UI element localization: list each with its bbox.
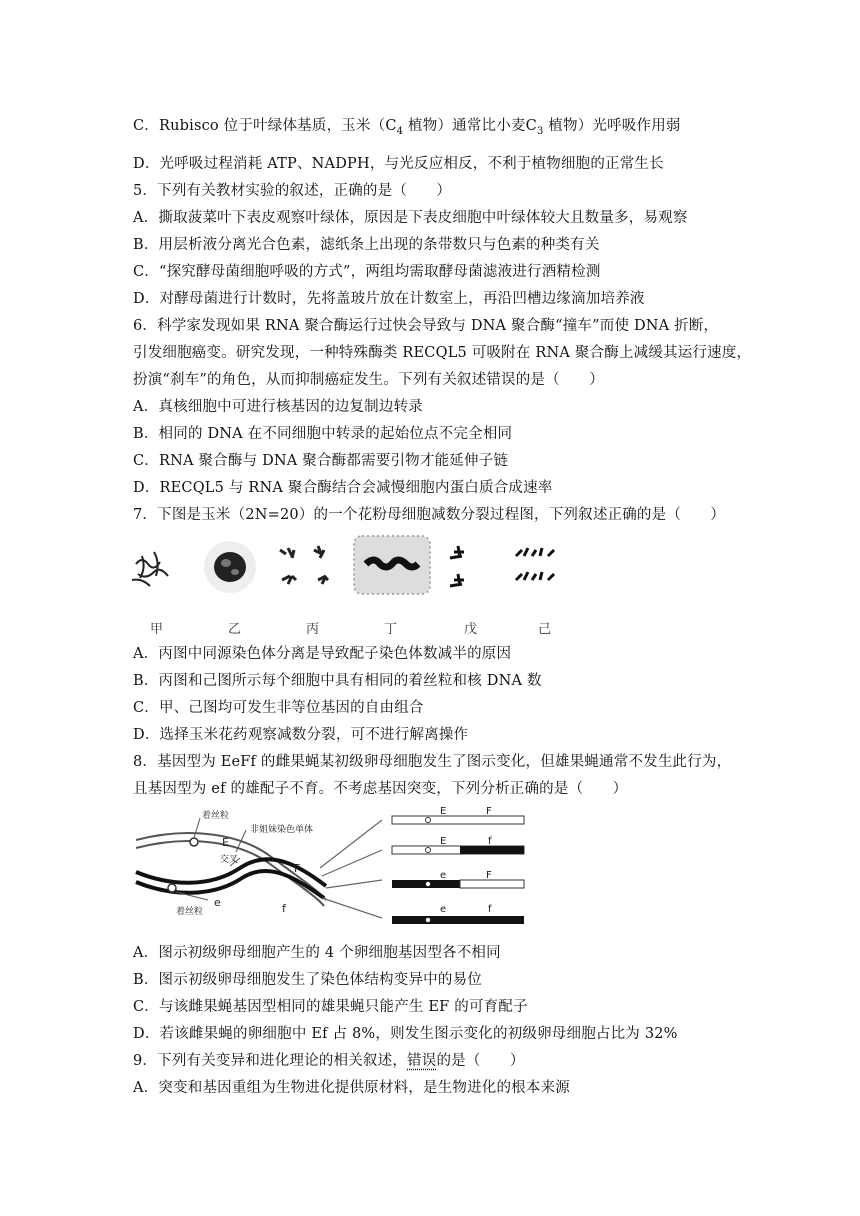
q7-option-c: C．甲、己图均可发生非等位基因的自由组合 [133, 700, 424, 716]
q8-stem-line1: 8．基因型为 EeFf 的雌果蝇某初级卵母细胞发生了图示变化，但雄果蝇通常不发生此行为， [133, 754, 732, 770]
caption-wu: 戊 [464, 622, 478, 637]
chromatid-3 [392, 880, 524, 888]
chromatid-1-left: E [440, 806, 447, 817]
q6-stem-line2: 引发细胞癌变。研究发现，一种特殊酶类 RECQL5 可吸附在 RNA 聚合酶上减缓其运行速度， [133, 345, 752, 361]
cell-bing-chromosomes [280, 546, 328, 584]
chromatid-4-left: e [440, 904, 447, 915]
cell-yi-chromosomes [204, 541, 256, 593]
label-centromere-bottom: 着丝粒 [176, 907, 204, 917]
crossover-figure-svg [130, 806, 530, 936]
caption-ding: 丁 [384, 622, 398, 637]
result-arrows [320, 820, 382, 918]
chromatid-2-left: E [440, 836, 447, 847]
q7-option-a: A．丙图中同源染色体分离是导致配子染色体数减半的原因 [133, 646, 512, 662]
cell-ding-chromosomes [354, 536, 430, 594]
q8-option-c: C．与该雌果蝇基因型相同的雄果蝇只能产生 EF 的可育配子 [133, 999, 528, 1015]
q6-option-c: C．RNA 聚合酶与 DNA 聚合酶都需要引物才能延伸子链 [133, 453, 509, 469]
q5-stem: 5．下列有关教材实验的叙述，正确的是（ ） [133, 183, 452, 199]
centromere-bottom-mark [168, 884, 176, 892]
chromatid-2-right: f [488, 836, 492, 847]
q4-option-c: C．Rubisco 位于叶绿体基质，玉米（$C_4$ 植物）通常比小麦$C_3$ 植物）光呼吸作用弱 [133, 118, 681, 137]
chromatid-1-right: F [486, 806, 492, 817]
q9-emphasis: 错误 [407, 1053, 437, 1069]
crossover-figure [130, 806, 530, 936]
label-centromere-top: 着丝粒 [202, 811, 230, 821]
cell-wu-chromosomes [450, 546, 464, 586]
q6-option-d: D．RECQL5 与 RNA 聚合酶结合会减慢细胞内蛋白质合成速率 [133, 480, 553, 496]
q5-option-a: A．撕取菠菜叶下表皮观察叶绿体，原因是下表皮细胞中叶绿体较大且数量多，易观察 [133, 210, 688, 226]
q6-stem-line3: 扮演“刹车”的角色，从而抑制癌症发生。下列有关叙述错误的是（ ） [133, 372, 604, 388]
meiosis-figure [128, 534, 568, 636]
q9-option-a: A．突变和基因重组为生物进化提供原材料，是生物进化的根本来源 [133, 1080, 570, 1096]
q6-option-a: A．真核细胞中可进行核基因的边复制边转录 [133, 399, 423, 415]
caption-bing: 丙 [306, 622, 320, 637]
label-e: e [214, 896, 221, 909]
q9-stem: 9．下列有关变异和进化理论的相关叙述，错误的是（ ） [133, 1053, 525, 1069]
label-f: f [282, 902, 286, 915]
q6-stem-line1: 6．科学家发现如果 RNA 聚合酶运行过快会导致与 DNA 聚合酶“撞车”而使 DNA 折断， [133, 318, 719, 334]
centromere-top-mark [190, 838, 198, 846]
chromatid-4-right: f [488, 904, 492, 915]
caption-jia: 甲 [150, 622, 164, 637]
label-F: F [294, 862, 301, 875]
q7-stem: 7．下图是玉米（2N=20）的一个花粉母细胞减数分裂过程图，下列叙述正确的是（ ） [133, 507, 726, 523]
q7-option-b: B．丙图和己图所示每个细胞中具有相同的着丝粒和核 DNA 数 [133, 673, 542, 689]
label-cross: 交叉 [220, 855, 239, 865]
label-E: E [222, 836, 229, 849]
label-sister: 非姐妹染色单体 [250, 825, 314, 835]
chromatid-2 [392, 846, 524, 854]
chromatid-3-left: e [440, 870, 447, 881]
q5-option-d: D．对酵母菌进行计数时，先将盖玻片放在计数室上，再沿凹槽边缘滴加培养液 [133, 291, 645, 307]
chromatid-3-right: F [486, 870, 492, 881]
q6-option-b: B．相同的 DNA 在不同细胞中转录的起始位点不完全相同 [133, 426, 513, 442]
q5-option-b: B．用层析液分离光合色素，滤纸条上出现的条带数只与色素的种类有关 [133, 237, 600, 253]
caption-yi: 乙 [228, 622, 242, 637]
q5-option-c: C．“探究酵母菌细胞呼吸的方式”，两组均需取酵母菌滤液进行酒精检测 [133, 264, 601, 280]
chromatid-4 [392, 916, 524, 924]
q8-option-a: A．图示初级卵母细胞产生的 4 个卵细胞基因型各不相同 [133, 945, 501, 961]
q8-stem-line2: 且基因型为 ef 的雄配子不育。不考虑基因突变，下列分析正确的是（ ） [133, 781, 628, 797]
q4-option-d: D．光呼吸过程消耗 ATP、NADPH，与光反应相反，不利于植物细胞的正常生长 [133, 156, 664, 172]
meiosis-figure-svg [128, 534, 568, 636]
q7-option-d: D．选择玉米花药观察减数分裂，可不进行解离操作 [133, 727, 469, 743]
caption-ji: 己 [538, 622, 552, 637]
q8-option-b: B．图示初级卵母细胞发生了染色体结构变异中的易位 [133, 972, 482, 988]
cell-jia-chromosomes [132, 552, 168, 586]
cell-ji-chromosomes [516, 548, 554, 580]
chromatid-1 [392, 816, 524, 824]
q8-option-d: D．若该雌果蝇的卵细胞中 Ef 占 8%，则发生图示变化的初级卵母细胞占比为 32% [133, 1026, 678, 1042]
